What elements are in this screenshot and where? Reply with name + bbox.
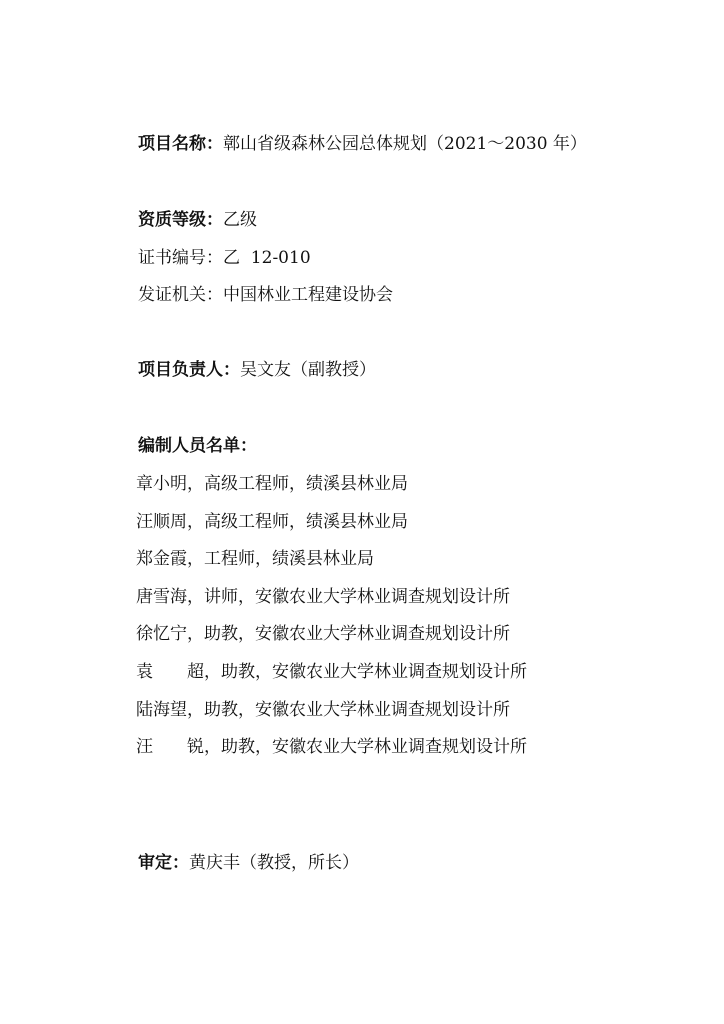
- staff-member-name: 汪顺周: [136, 512, 187, 532]
- qualification-line: [138, 209, 257, 231]
- staff-label: 编制人员名单：: [138, 436, 257, 456]
- staff-member-detail: ，高级工程师，绩溪县林业局: [187, 474, 408, 494]
- certificate-value: 乙 12-010: [223, 248, 311, 268]
- staff-member: [136, 586, 510, 608]
- project-name-line: [138, 133, 587, 155]
- project-name-label: 项目名称：: [138, 134, 223, 154]
- staff-member-name-second: 超: [187, 662, 204, 682]
- staff-member-name: 唐雪海: [136, 587, 187, 607]
- staff-heading: [138, 435, 257, 457]
- staff-member-detail: ，助教，安徽农业大学林业调查规划设计所: [187, 700, 510, 720]
- staff-member-detail: ，助教，安徽农业大学林业调查规划设计所: [204, 662, 527, 682]
- staff-member-detail: ，助教，安徽农业大学林业调查规划设计所: [187, 624, 510, 644]
- issuer-value: 中国林业工程建设协会: [223, 285, 393, 305]
- project-name-value: 鄣山省级森林公园总体规划（2021～2030 年）: [223, 134, 587, 154]
- staff-member-name-first: 汪: [136, 737, 153, 757]
- reviewer-label: 审定：: [138, 853, 189, 873]
- certificate-label: 证书编号：: [138, 248, 223, 268]
- staff-member-detail: ，讲师，安徽农业大学林业调查规划设计所: [187, 587, 510, 607]
- certificate-line: [138, 247, 311, 269]
- qualification-label: 资质等级：: [138, 210, 223, 230]
- staff-member: [136, 473, 408, 495]
- issuer-label: 发证机关：: [138, 285, 223, 305]
- staff-member: [136, 548, 374, 570]
- staff-member-detail: ，工程师，绩溪县林业局: [187, 549, 374, 569]
- staff-member: [136, 699, 510, 721]
- reviewer-value: 黄庆丰（教授，所长）: [189, 853, 359, 873]
- staff-member: [136, 661, 527, 683]
- staff-member-detail: ，助教，安徽农业大学林业调查规划设计所: [204, 737, 527, 757]
- leader-label: 项目负责人：: [138, 360, 240, 380]
- reviewer-line: [138, 852, 359, 874]
- staff-member-name: 郑金霞: [136, 549, 187, 569]
- staff-member-name: 陆海望: [136, 700, 187, 720]
- staff-member-name-first: 袁: [136, 662, 153, 682]
- issuer-line: [138, 284, 393, 306]
- staff-member: [136, 511, 408, 533]
- leader-value: 吴文友（副教授）: [240, 360, 376, 380]
- staff-member-name: 徐忆宁: [136, 624, 187, 644]
- staff-member-name-second: 锐: [187, 737, 204, 757]
- leader-line: [138, 359, 376, 381]
- staff-member: [136, 736, 527, 758]
- staff-member-detail: ，高级工程师，绩溪县林业局: [187, 512, 408, 532]
- qualification-value: 乙级: [223, 210, 257, 230]
- staff-member-name: 章小明: [136, 474, 187, 494]
- staff-member: [136, 623, 510, 645]
